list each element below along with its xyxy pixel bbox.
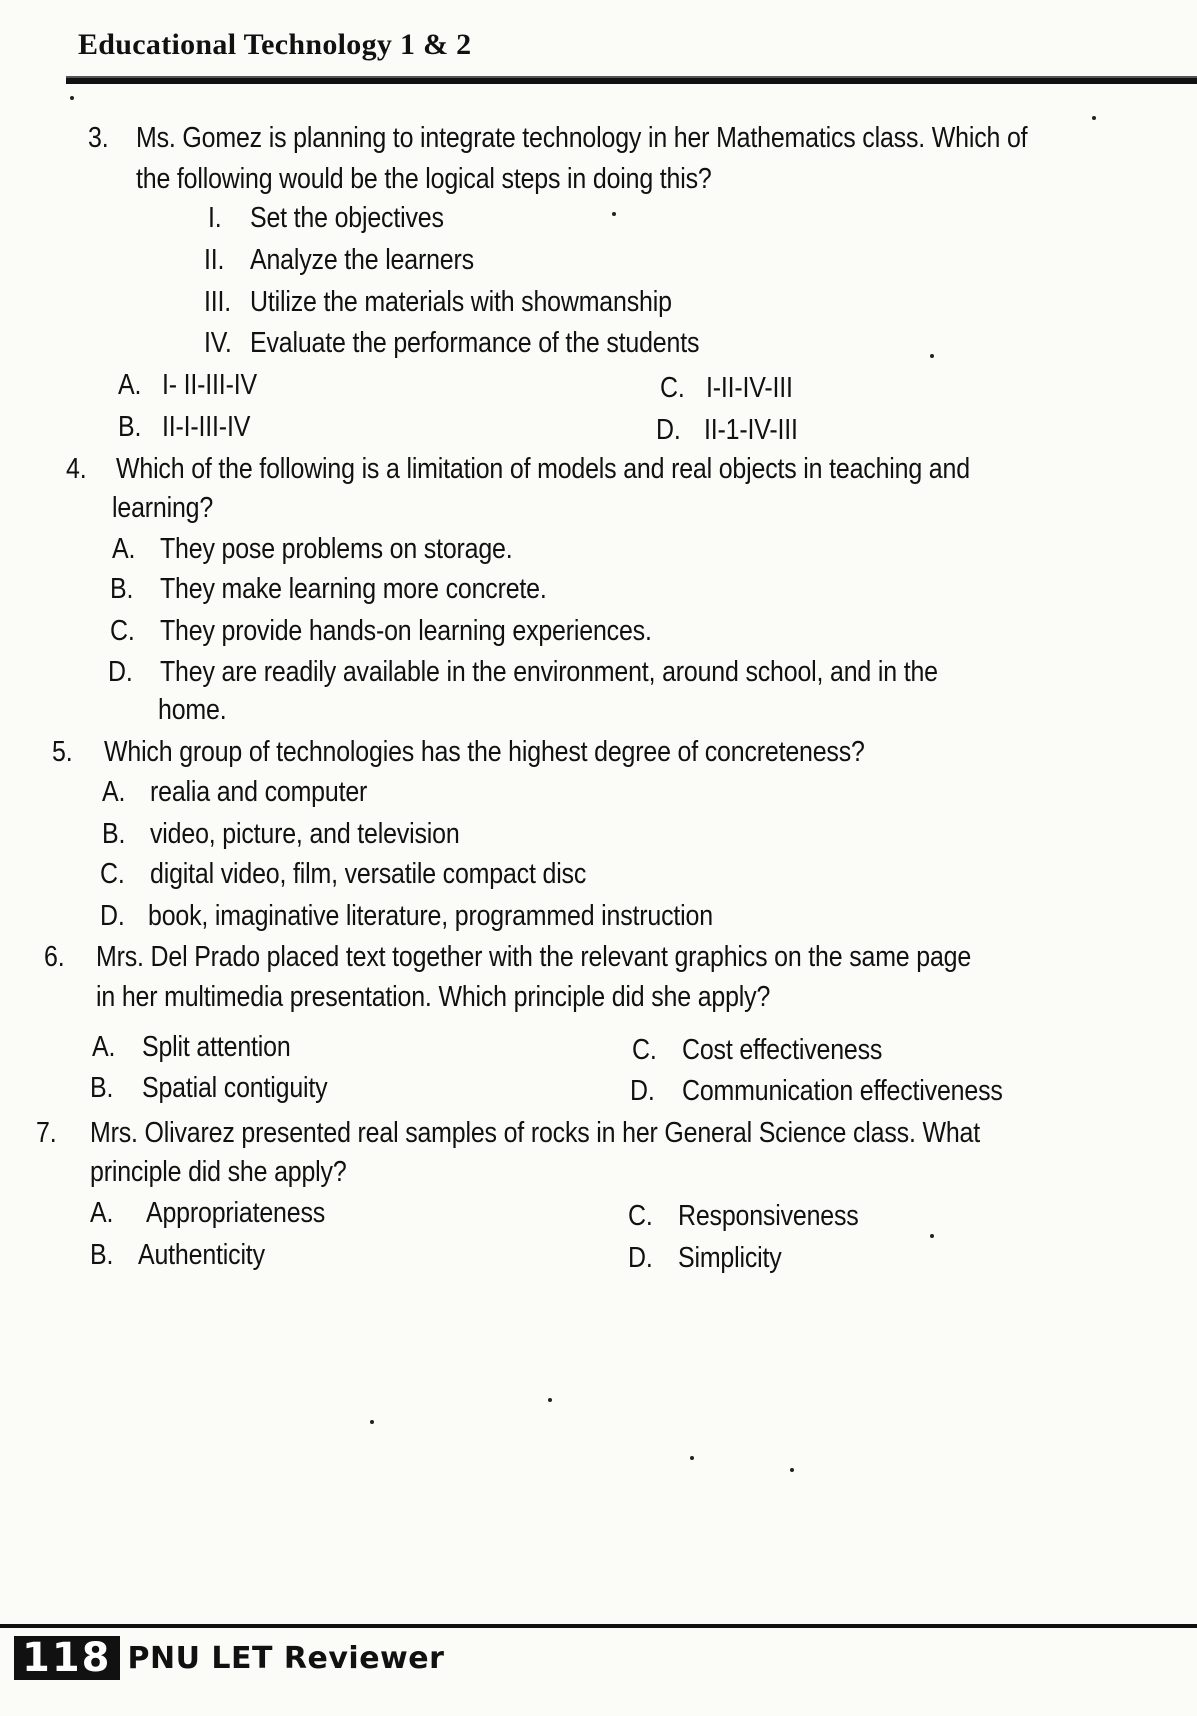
choice-text: book, imaginative literature, programmed instruction	[148, 900, 713, 932]
page-header-title: Educational Technology 1 & 2	[78, 28, 472, 61]
choice-letter: A.	[92, 1031, 116, 1063]
step-text: Set the objectives	[250, 202, 444, 234]
step-numeral: I.	[208, 202, 222, 234]
question-stem: Mrs. Del Prado placed text together with the relevant graphics on the same page	[96, 941, 972, 973]
step-numeral: III.	[204, 286, 232, 318]
scan-speck	[612, 212, 616, 216]
choice-letter: D.	[656, 414, 681, 446]
step-text: Evaluate the performance of the students	[250, 327, 700, 359]
choice-text: They are readily available in the environment, around school, and in the	[160, 656, 938, 688]
header-rule	[66, 76, 1197, 84]
page-footer	[14, 1636, 444, 1680]
choice-text: They provide hands-on learning experiences.	[160, 615, 652, 647]
scan-speck	[930, 1234, 934, 1238]
step-text: Utilize the materials with showmanship	[250, 286, 672, 318]
choice-text: I-II-IV-III	[706, 372, 793, 404]
scan-speck	[790, 1468, 794, 1472]
choice-text: realia and computer	[150, 776, 368, 808]
choice-letter: C.	[660, 372, 685, 404]
step-numeral: II.	[204, 244, 225, 276]
choice-text: II-1-IV-III	[704, 414, 798, 446]
question-number: 5.	[52, 736, 73, 768]
scan-speck	[930, 354, 934, 358]
choice-letter: B.	[90, 1239, 114, 1271]
question-stem: Which group of technologies has the highest degree of concreteness?	[104, 736, 865, 768]
choice-letter: D.	[100, 900, 125, 932]
choice-text: Responsiveness	[678, 1200, 859, 1232]
scan-speck	[1092, 116, 1096, 120]
choice-letter: C.	[628, 1200, 653, 1232]
choice-text: Spatial contiguity	[142, 1072, 328, 1104]
footer-rule	[0, 1624, 1197, 1628]
choice-text: They make learning more concrete.	[160, 573, 547, 605]
choice-text: II-I-III-IV	[162, 411, 251, 443]
choice-letter: A.	[118, 369, 142, 401]
scan-speck	[548, 1398, 552, 1402]
choice-letter: A.	[102, 776, 126, 808]
scan-speck	[70, 96, 74, 100]
question-stem: Mrs. Olivarez presented real samples of rocks in her General Science class. What	[90, 1117, 980, 1149]
choice-text: Communication effectiveness	[682, 1075, 1003, 1107]
choice-letter: B.	[118, 411, 142, 443]
scan-speck	[370, 1420, 374, 1424]
question-stem-cont: learning?	[112, 492, 214, 524]
choice-text: Cost effectiveness	[682, 1034, 883, 1066]
choice-letter: B.	[102, 818, 126, 850]
choice-text-cont: home.	[158, 694, 227, 726]
question-number: 6.	[44, 941, 65, 973]
choice-text: digital video, film, versatile compact disc	[150, 858, 587, 890]
question-stem-cont: the following would be the logical steps in doing this?	[136, 163, 712, 195]
scan-speck	[690, 1456, 694, 1460]
choice-letter: D.	[630, 1075, 655, 1107]
choice-text: I- II-III-IV	[162, 369, 257, 401]
choice-letter: C.	[110, 615, 135, 647]
choice-letter: C.	[100, 858, 125, 890]
choice-letter: A.	[112, 533, 136, 565]
step-text: Analyze the learners	[250, 244, 474, 276]
question-number: 4.	[66, 453, 87, 485]
question-number: 3.	[88, 122, 109, 154]
choice-letter: B.	[90, 1072, 114, 1104]
question-stem: Which of the following is a limitation of models and real objects in teaching and	[116, 453, 970, 485]
choice-letter: C.	[632, 1034, 657, 1066]
choice-letter: D.	[628, 1242, 653, 1274]
question-stem-cont: in her multimedia presentation. Which principle did she apply?	[96, 981, 771, 1013]
choice-text: Appropriateness	[146, 1197, 326, 1229]
question-number: 7.	[36, 1117, 57, 1149]
footer-title: PNU LET Reviewer	[127, 1640, 445, 1676]
question-stem: Ms. Gomez is planning to integrate technology in her Mathematics class. Which of	[136, 122, 1028, 154]
step-numeral: IV.	[204, 327, 232, 359]
choice-text: Split attention	[142, 1031, 291, 1063]
choice-letter: B.	[110, 573, 134, 605]
question-stem-cont: principle did she apply?	[90, 1156, 347, 1188]
choice-letter: D.	[108, 656, 133, 688]
page-number: 118	[14, 1636, 120, 1680]
choice-letter: A.	[90, 1197, 114, 1229]
choice-text: Authenticity	[138, 1239, 265, 1271]
choice-text: Simplicity	[678, 1242, 782, 1274]
choice-text: They pose problems on storage.	[160, 533, 513, 565]
choice-text: video, picture, and television	[150, 818, 460, 850]
